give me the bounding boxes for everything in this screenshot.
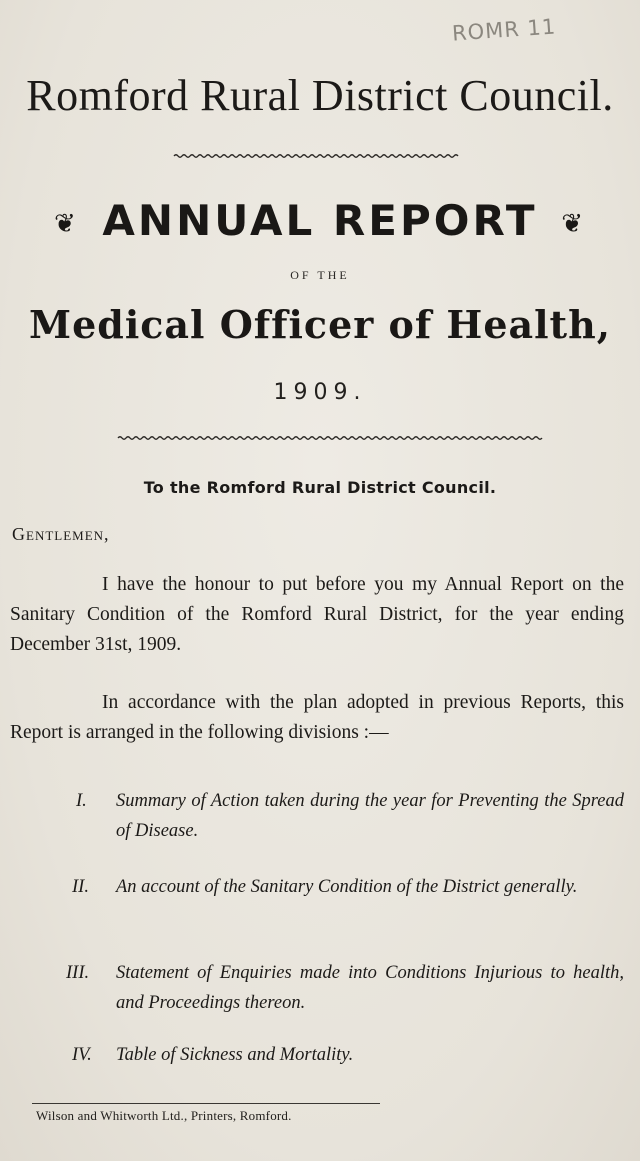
paragraph-intro-text: I have the honour to put before you my Annual Report on the Sanitary Condition of the Romford Rural District, for the year ending December 31st, 1909.	[10, 574, 624, 655]
division-text-content: An account of the Sanitary Condition of the District generally.	[116, 877, 578, 897]
footer-rule	[32, 1103, 380, 1104]
report-title-line	[0, 196, 640, 245]
division-numeral: II.	[72, 877, 89, 897]
council-title: Romford Rural District Council.	[26, 71, 614, 120]
wavy-rule-bottom	[0, 432, 640, 444]
fleuron-right-icon: ❦	[561, 208, 586, 239]
division-text	[116, 1040, 624, 1070]
division-text	[116, 958, 624, 1018]
division-text-content: Table of Sickness and Mortality.	[116, 1045, 354, 1065]
division-text	[116, 872, 624, 902]
archive-reference-mark: ROMR 11	[451, 14, 557, 46]
fleuron-left-icon: ❦	[54, 208, 79, 239]
division-text-content: Summary of Action taken during the year for Preventing the Spread of Disease.	[116, 791, 624, 841]
of-the-label: OF THE	[290, 268, 350, 282]
division-numeral: I.	[76, 791, 87, 811]
addressee-line: To the Romford Rural District Council.	[143, 478, 497, 497]
division-numeral: III.	[66, 963, 90, 983]
salutation: Gentlemen,	[12, 524, 110, 544]
report-title: ANNUAL REPORT	[102, 196, 538, 245]
report-year: 1909.	[273, 380, 367, 405]
printer-imprint: Wilson and Whitworth Ltd., Printers, Romford.	[36, 1108, 292, 1123]
paragraph-arrangement	[10, 688, 624, 748]
officer-title: Medical Officer of Health,	[29, 302, 611, 347]
wavy-rule-top	[0, 150, 640, 162]
division-numeral: IV.	[72, 1045, 92, 1065]
division-text	[116, 786, 624, 846]
division-text-content: Statement of Enquiries made into Conditions Injurious to health, and Proceedings thereon.	[116, 963, 624, 1013]
paragraph-intro	[10, 570, 624, 660]
paragraph-arrangement-text: In accordance with the plan adopted in previous Reports, this Report is arranged in the following divisions :—	[10, 692, 624, 743]
